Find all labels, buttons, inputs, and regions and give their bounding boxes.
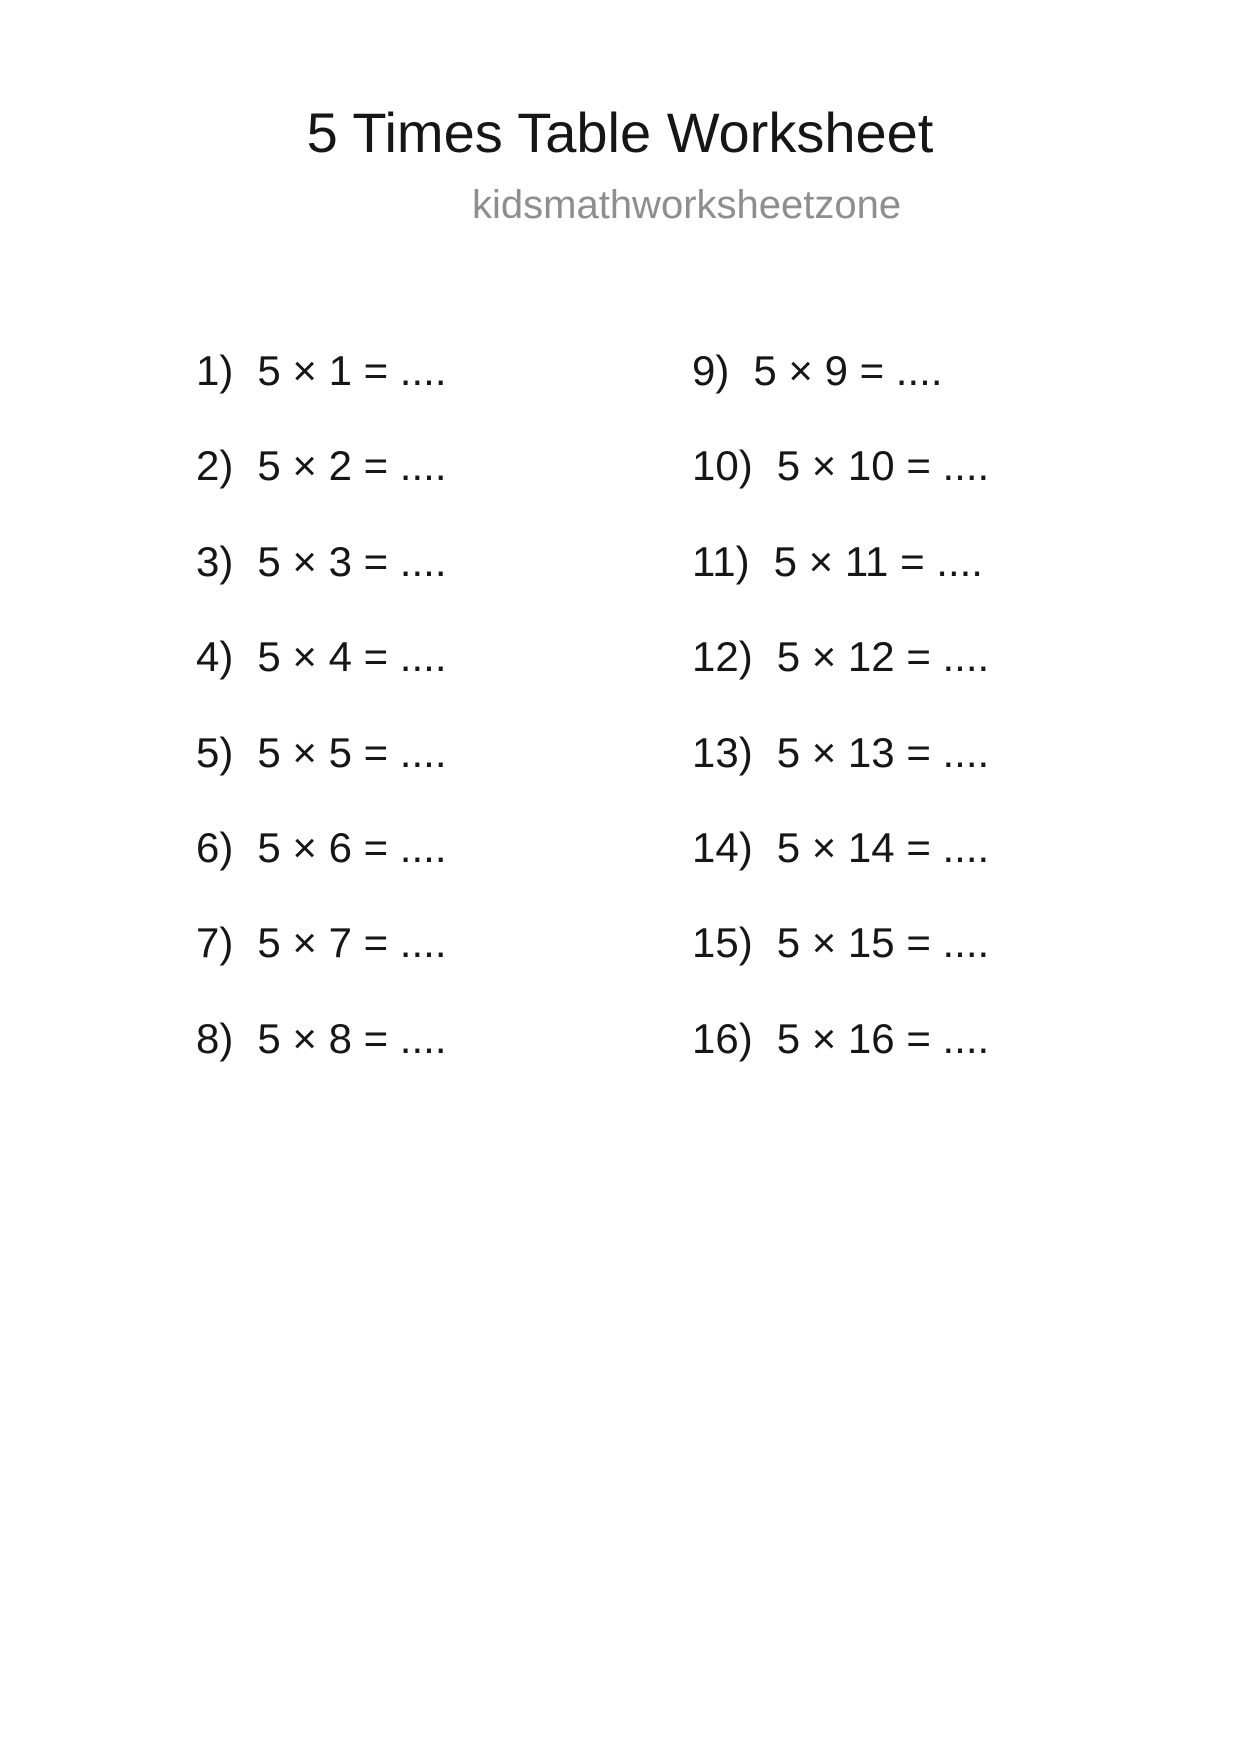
problem-row [196, 537, 447, 636]
problem-row [196, 442, 447, 540]
problem-expression: 5 × 2 = .... [257, 442, 447, 490]
problem-expression: 5 × 16 = .... [776, 1014, 990, 1062]
problem-expression: 5 × 7 = .... [257, 919, 447, 967]
problem-number: 1) [196, 347, 234, 394]
problem-number: 4) [196, 633, 234, 681]
problem-expression: 5 × 11 = .... [773, 537, 983, 585]
problem-row [196, 823, 447, 922]
problem-number: 15) [692, 919, 753, 967]
problem-row [196, 1014, 447, 1113]
problem-number: 5) [196, 728, 234, 776]
problem-row [692, 442, 990, 540]
problem-expression: 5 × 1 = .... [257, 347, 447, 394]
problem-number: 11) [692, 537, 750, 585]
problem-number: 2) [196, 442, 234, 490]
page-subtitle: kidsmathworksheetzone [472, 183, 902, 227]
problem-number: 3) [196, 537, 234, 585]
problem-row [692, 823, 990, 922]
problem-number: 16) [692, 1014, 753, 1062]
problem-expression: 5 × 3 = .... [257, 537, 447, 585]
problem-number: 9) [692, 347, 730, 394]
problem-number: 14) [692, 823, 753, 871]
problem-number: 6) [196, 823, 234, 871]
problems-left-column [196, 347, 447, 1113]
problem-row [196, 347, 447, 445]
problem-expression: 5 × 5 = .... [257, 728, 447, 776]
problem-number: 8) [196, 1014, 234, 1062]
problem-expression: 5 × 14 = .... [776, 823, 990, 871]
problem-row [692, 1014, 990, 1113]
problem-expression: 5 × 12 = .... [776, 633, 990, 681]
problem-number: 7) [196, 919, 234, 967]
problem-row [196, 728, 447, 827]
problem-row [692, 347, 989, 445]
problem-row [196, 633, 447, 731]
problem-expression: 5 × 15 = .... [776, 919, 990, 967]
page-title: 5 Times Table Worksheet [306, 101, 934, 164]
problem-row [692, 728, 990, 827]
problem-expression: 5 × 4 = .... [257, 633, 447, 681]
problem-expression: 5 × 6 = .... [257, 823, 447, 871]
problem-expression: 5 × 8 = .... [257, 1014, 447, 1062]
problem-row [692, 919, 990, 1017]
problem-row [692, 537, 989, 636]
problems-right-column [692, 347, 990, 1113]
problem-expression: 5 × 10 = .... [776, 442, 990, 490]
problem-expression: 5 × 13 = .... [776, 728, 990, 776]
problem-row [196, 919, 447, 1017]
problem-number: 12) [692, 633, 753, 681]
problem-number: 13) [692, 728, 753, 776]
problem-number: 10) [692, 442, 753, 490]
problem-expression: 5 × 9 = .... [753, 347, 943, 394]
problem-row [692, 633, 990, 731]
